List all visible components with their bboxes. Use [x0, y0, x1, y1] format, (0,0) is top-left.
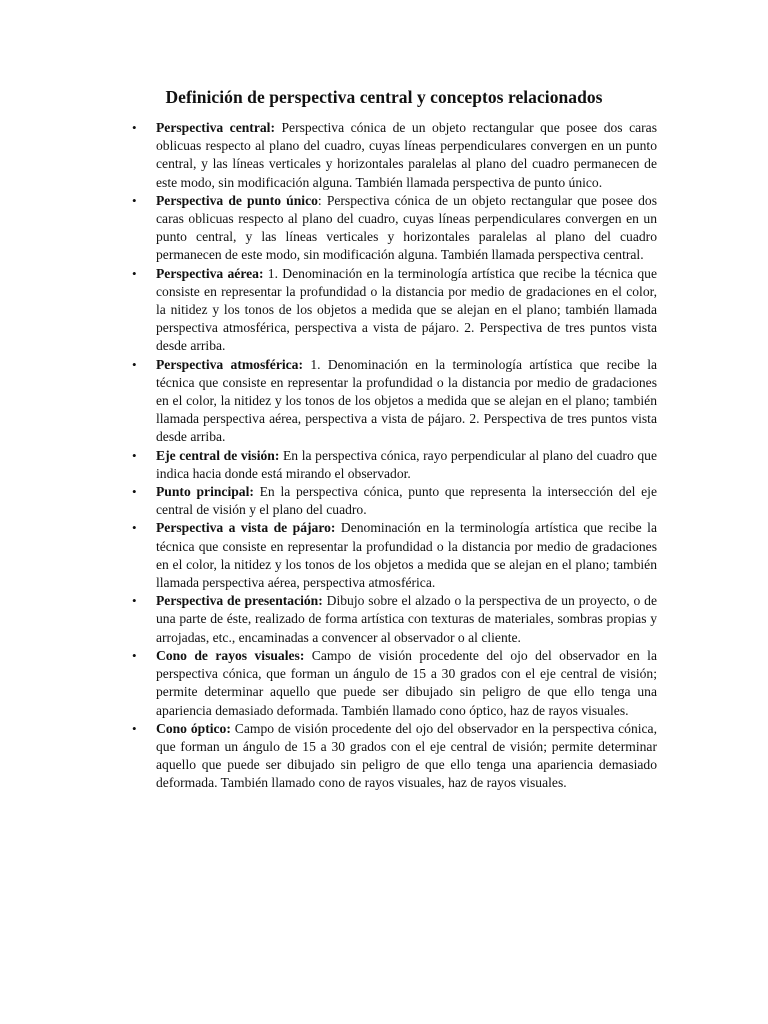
- definition-text: En la perspectiva cónica, punto que representa la intersección del eje central de visión y el plano del cuadro.: [156, 484, 657, 518]
- definition-item: [132, 192, 657, 265]
- bullet-icon: •: [132, 593, 137, 609]
- definition-term: Eje central de visión:: [156, 447, 280, 463]
- definition-list: [0, 119, 657, 793]
- definition-text: 1. Denominación en la terminología artística que recibe la técnica que consiste en representar la profundidad o la distancia por medio de gradaciones en el color, la nitidez y los tonos de los objetos a medida que se alejan en el plano; también llamada perspectiva aérea, perspectiva a vista de pájaro. 2. Perspectiva de tres puntos vista desde arriba.: [156, 356, 657, 445]
- definition-term: Perspectiva atmosférica:: [156, 356, 303, 372]
- definition-item: [132, 720, 657, 793]
- definition-term: Cono óptico:: [156, 720, 231, 736]
- bullet-icon: •: [132, 120, 137, 135]
- bullet-icon: •: [132, 647, 137, 663]
- definition-item: [132, 483, 657, 519]
- definition-item: [132, 647, 657, 720]
- definition-term: Perspectiva aérea:: [156, 265, 264, 281]
- definition-text: Denominación en la terminología artística que recibe la técnica que consiste en representar la profundidad o la distancia por medio de gradaciones en el color, la nitidez y los tonos de los objetos a medida que se alejan en el plano; también llamada perspectiva aérea, perspectiva atmosférica.: [156, 520, 657, 591]
- bullet-icon: •: [132, 447, 137, 463]
- definition-text: Campo de visión procedente del ojo del observador en la perspectiva cónica, que forman un ángulo de 15 a 30 grados con el eje central de visión; permite determinar aquello que puede ser dibujado sin peligro de que ello tenga una apariencia demasiado deformada. También llamado cono de rayos visuales, haz de rayos visuales.: [156, 720, 657, 791]
- definition-item: [132, 265, 657, 356]
- definition-item: [132, 519, 657, 592]
- definition-term: Perspectiva central:: [156, 120, 275, 135]
- definition-term: Perspectiva de presentación:: [156, 593, 323, 609]
- definition-item: [132, 119, 658, 192]
- definition-item: [132, 592, 657, 647]
- definition-item: [132, 447, 657, 483]
- definition-text: En la perspectiva cónica, rayo perpendicular al plano del cuadro que indica hacia donde está mirando el observador.: [156, 447, 657, 481]
- bullet-icon: •: [132, 520, 137, 536]
- document-title: Definición de perspectiva central y conceptos relacionados: [165, 87, 603, 107]
- definition-text: : Perspectiva cónica de un objeto rectangular que posee dos caras oblicuas respecto al plano del cuadro, cuyas líneas perpendiculares convergen en un punto central, y las líneas verticales y horizontales paralelas al plano del cuadro permanecen de este modo, sin modificación alguna. También llamada perspectiva central.: [156, 192, 657, 263]
- definition-item: [132, 356, 657, 447]
- definition-term: Perspectiva de punto único: [156, 192, 318, 208]
- definition-term: Punto principal:: [156, 484, 254, 500]
- definition-text: Campo de visión procedente del ojo del observador en la perspectiva cónica, que forman un ángulo de 15 a 30 grados con el eje central de visión; permite determinar aquello que puede ser dibujado sin peligro de que ello tenga una apariencia demasiado deformada. También llamado cono óptico, haz de rayos visuales.: [156, 647, 657, 718]
- definition-term: Cono de rayos visuales:: [156, 647, 305, 663]
- definition-text: 1. Denominación en la terminología artística que recibe la técnica que consiste en representar la profundidad o la distancia por medio de gradaciones en el color, la nitidez y los tonos de los objetos a medida que se alejan en el plano; también llamada perspectiva atmosférica, perspectiva a vista de pájaro. 2. Perspectiva de tres puntos vista desde arriba.: [156, 265, 657, 354]
- bullet-icon: •: [132, 720, 137, 736]
- bullet-icon: •: [132, 356, 137, 372]
- definition-text: Perspectiva cónica de un objeto rectangular que posee dos caras oblicuas respecto al plano del cuadro, cuyas líneas perpendiculares convergen en un punto central, y las líneas verticales y horizontales paralelas al plano del cuadro permanecen de este modo, sin modificación alguna. También llamada perspectiva de punto único.: [156, 120, 658, 190]
- definition-text: Dibujo sobre el alzado o la perspectiva de un proyecto, o de una parte de éste, realizado de forma artística con texturas de materiales, sombras propias y arrojadas, etc., encaminadas a convencer al observador o al cliente.: [156, 593, 657, 645]
- definition-term: Perspectiva a vista de pájaro:: [156, 520, 336, 536]
- bullet-icon: •: [132, 484, 137, 500]
- bullet-icon: •: [132, 192, 137, 208]
- bullet-icon: •: [132, 265, 137, 281]
